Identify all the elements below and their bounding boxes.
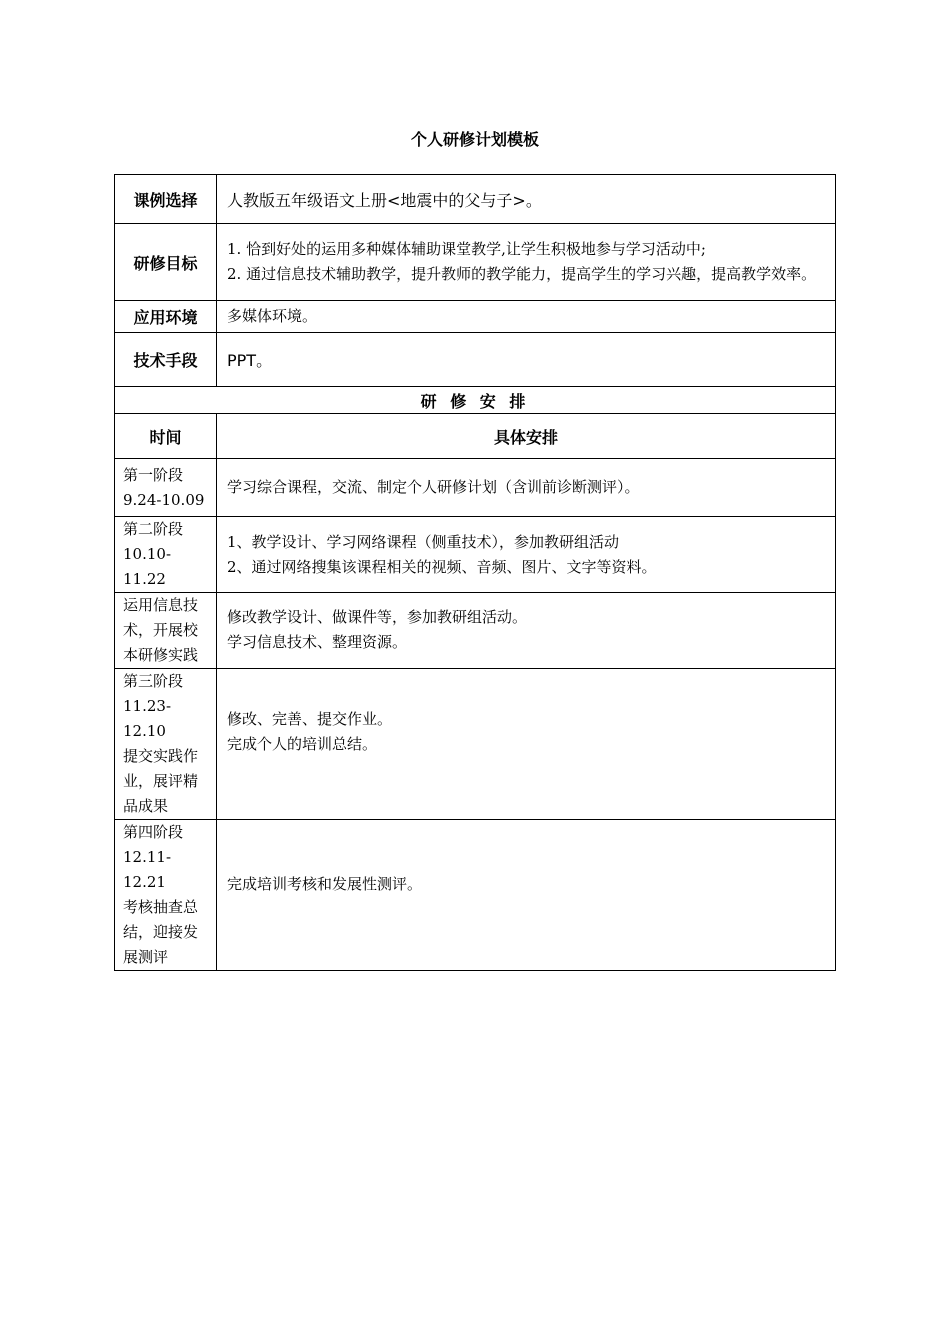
stage-time-line: 11.23-: [123, 697, 172, 715]
stage-time-line: 第二阶段: [123, 520, 184, 538]
stage-time-line: 12.11-: [123, 848, 172, 866]
stage-time: [115, 820, 217, 971]
stage-detail-line: 完成个人的培训总结。: [227, 735, 378, 753]
stage-detail: [217, 820, 836, 971]
goal-label: 研修目标: [115, 224, 217, 301]
stage-time-line: 12.10: [123, 722, 166, 740]
row-tech: [115, 333, 836, 387]
row-column-headers: [115, 414, 836, 459]
env-label: 应用环境: [115, 301, 217, 333]
stage-detail-line: 1、教学设计、学习网络课程（侧重技术），参加教研组活动: [227, 532, 620, 551]
col-detail-header: 具体安排: [217, 414, 836, 459]
stage-row: [115, 517, 836, 593]
stage-time: [115, 517, 217, 593]
stage-time-line: 第一阶段: [123, 466, 184, 484]
row-schedule-heading: [115, 387, 836, 414]
stage-time: [115, 669, 217, 820]
stage-time-line: 第四阶段: [123, 823, 184, 841]
stage-time: [115, 593, 217, 669]
goal-line-1: 1. 恰到好处的运用多种媒体辅助课堂教学,让学生积极地参与学习活动中;: [227, 240, 706, 258]
page-title: 个人研修计划模板: [410, 130, 539, 149]
stage-time-line: 10.10-: [123, 545, 172, 563]
stage-detail: [217, 459, 836, 517]
stage-row: [115, 820, 836, 971]
case-value: 人教版五年级语文上册<地震中的父与子>。: [217, 175, 836, 224]
goal-line-2: 2. 通过信息技术辅助教学，提升教师的教学能力，提高学生的学习兴趣，提高教学效率。: [227, 265, 817, 283]
stage-detail-line: 修改教学设计、做课件等，参加教研组活动。: [227, 608, 528, 626]
plan-table: [114, 174, 836, 971]
stage-time-line: 品成果: [123, 797, 169, 815]
col-time-header: 时间: [115, 414, 217, 459]
tech-label: 技术手段: [115, 333, 217, 387]
stage-time-line: 提交实践作: [123, 747, 199, 765]
schedule-heading: 研 修 安 排: [115, 387, 836, 414]
stage-row: [115, 459, 836, 517]
stage-detail: [217, 669, 836, 820]
stage-time-line: 术，开展校: [123, 621, 199, 639]
stage-row: [115, 593, 836, 669]
stage-detail-line: 2、通过网络搜集该课程相关的视频、音频、图片、文字等资料。: [227, 557, 657, 576]
stage-time-line: 9.24-10.09: [123, 491, 205, 509]
stage-time-line: 12.21: [123, 873, 166, 891]
row-env: [115, 301, 836, 333]
stage-detail-line: 修改、完善、提交作业。: [227, 710, 393, 728]
stage-time: [115, 459, 217, 517]
stage-detail-line: 学习综合课程，交流、制定个人研修计划（含训前诊断测评）。: [227, 478, 640, 496]
stage-time-line: 本研修实践: [123, 646, 199, 664]
stage-time-line: 结，迎接发: [123, 923, 199, 941]
stage-detail-line: 完成培训考核和发展性测评。: [227, 875, 423, 893]
stage-time-line: 11.22: [123, 570, 166, 588]
stage-time-line: 运用信息技: [123, 596, 199, 614]
stage-time-line: 第三阶段: [123, 672, 184, 690]
case-label: 课例选择: [115, 175, 217, 224]
goal-value: [217, 224, 836, 301]
stage-detail: [217, 593, 836, 669]
stage-row: [115, 669, 836, 820]
stage-time-line: 考核抽查总: [123, 898, 199, 916]
stage-detail: [217, 517, 836, 593]
stage-time-line: 展测评: [123, 948, 169, 966]
env-value: 多媒体环境。: [217, 301, 836, 333]
tech-value: PPT。: [217, 333, 836, 387]
row-goal: [115, 224, 836, 301]
stage-time-line: 业，展评精: [123, 772, 199, 790]
stage-detail-line: 学习信息技术、整理资源。: [227, 633, 408, 651]
row-case: [115, 175, 836, 224]
